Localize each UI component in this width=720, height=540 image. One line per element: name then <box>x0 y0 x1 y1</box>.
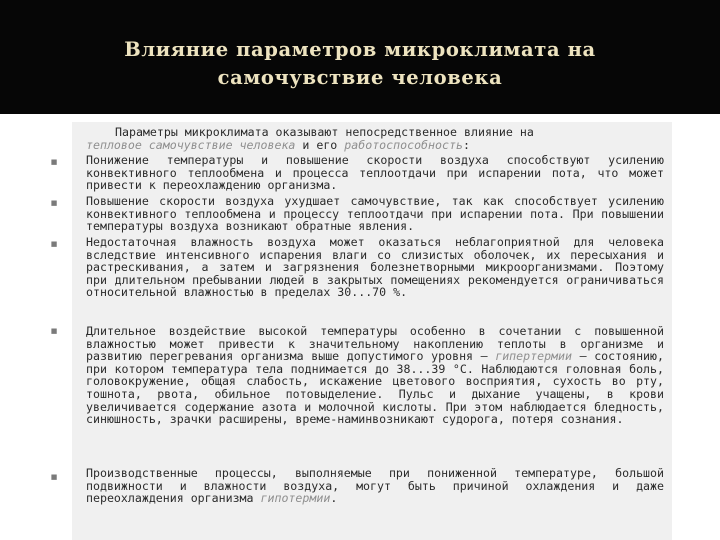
bullet-4-text-b: — состоянию, при котором температура тела поднимается до 38...39 °С. Наблюдаются головная боль, головокружение, общая слабость, искажение цветового восприятия, сухость во рту, тошнота, рвота, обильное потовыделение. Пульс и дыхание учащены, в крови увеличивается содержание азота и молочной кислоты. При этом наблюдается бледность, синюшность, зрачки расширены, време-наминвозникают судорога, потеря сознания. <box>86 349 664 427</box>
bullet-square-icon: ■ <box>50 240 58 248</box>
bullet-text-2: Повышение скорости воздуха ухудшает самочувствие, так как способствует усилению конвективного теплообмена и процессу теплоотдачи при испарении пота. При повышении температуры воздуха возникают обратные явления. <box>86 194 664 234</box>
bullet-square-icon: ■ <box>50 199 58 207</box>
bullet-5-text-b: . <box>330 491 338 506</box>
title-separator <box>0 115 720 118</box>
bullet-item-2 <box>86 195 664 233</box>
intro-connector: и его <box>295 137 345 152</box>
intro-end: : <box>462 137 470 152</box>
content-panel <box>72 122 672 540</box>
bullet-square-icon: ■ <box>50 473 58 481</box>
intro-emphasis-1: тепловое самочувствие человека <box>86 137 296 152</box>
intro-text: Параметры микроклимата оказывают непосредственное влияние на <box>115 125 534 139</box>
bullet-square-icon: ■ <box>50 327 58 335</box>
title-band <box>0 0 720 114</box>
intro-paragraph <box>86 126 664 151</box>
bullet-text-5 <box>86 467 664 505</box>
bullet-text-1: Понижение температуры и повышение скорости воздуха способствуют усилению конвективного теплообмена и процесса теплоотдачи при испарении пота, что может привести к переохлаждению организма. <box>86 153 664 193</box>
slide-title-line-2: самочувствие человека <box>217 66 503 89</box>
intro-emphasis-2: работоспособность <box>344 137 463 152</box>
bullet-item-5 <box>86 467 664 505</box>
bullet-text-3: Недостаточная влажность воздуха может оказаться неблагоприятной для человека вследствие интенсивного испарения влаги со слизистых оболочек, их пересыхания и растрескивания, а затем и загрязнения болезнетворными микроорганизмами. Поэтому при длительном пребывании людей в закрытых помещениях рекомендуется ограничиваться относительной влажностью в пределах 30...70 %. <box>86 235 664 300</box>
bullet-item-3 <box>86 236 664 299</box>
bullet-item-4 <box>86 325 664 426</box>
bullet-square-icon: ■ <box>50 158 58 166</box>
bullet-item-1 <box>86 154 664 192</box>
intro-line-2 <box>86 139 664 152</box>
hypothermia-term: гипотермии <box>260 491 331 506</box>
bullet-text-4 <box>86 325 664 426</box>
slide-title-line-1: Влияние параметров микроклимата на <box>124 38 596 61</box>
bullet-5-text-a: Производственные процессы, выполняемые при пониженной температуре, большой подвижности и влажности воздуха, могут быть причиной охлаждения и даже переохлаждения организма <box>86 466 664 506</box>
bullet-4-text-a: Длительное воздействие высокой температуры особенно в сочетании с повышенной влажностью может привести к значительному накоплению теплоты в организме и развитию перегревания организма выше допустимого уровня — <box>86 324 664 364</box>
hyperthermia-term: гипертермии <box>495 349 572 364</box>
